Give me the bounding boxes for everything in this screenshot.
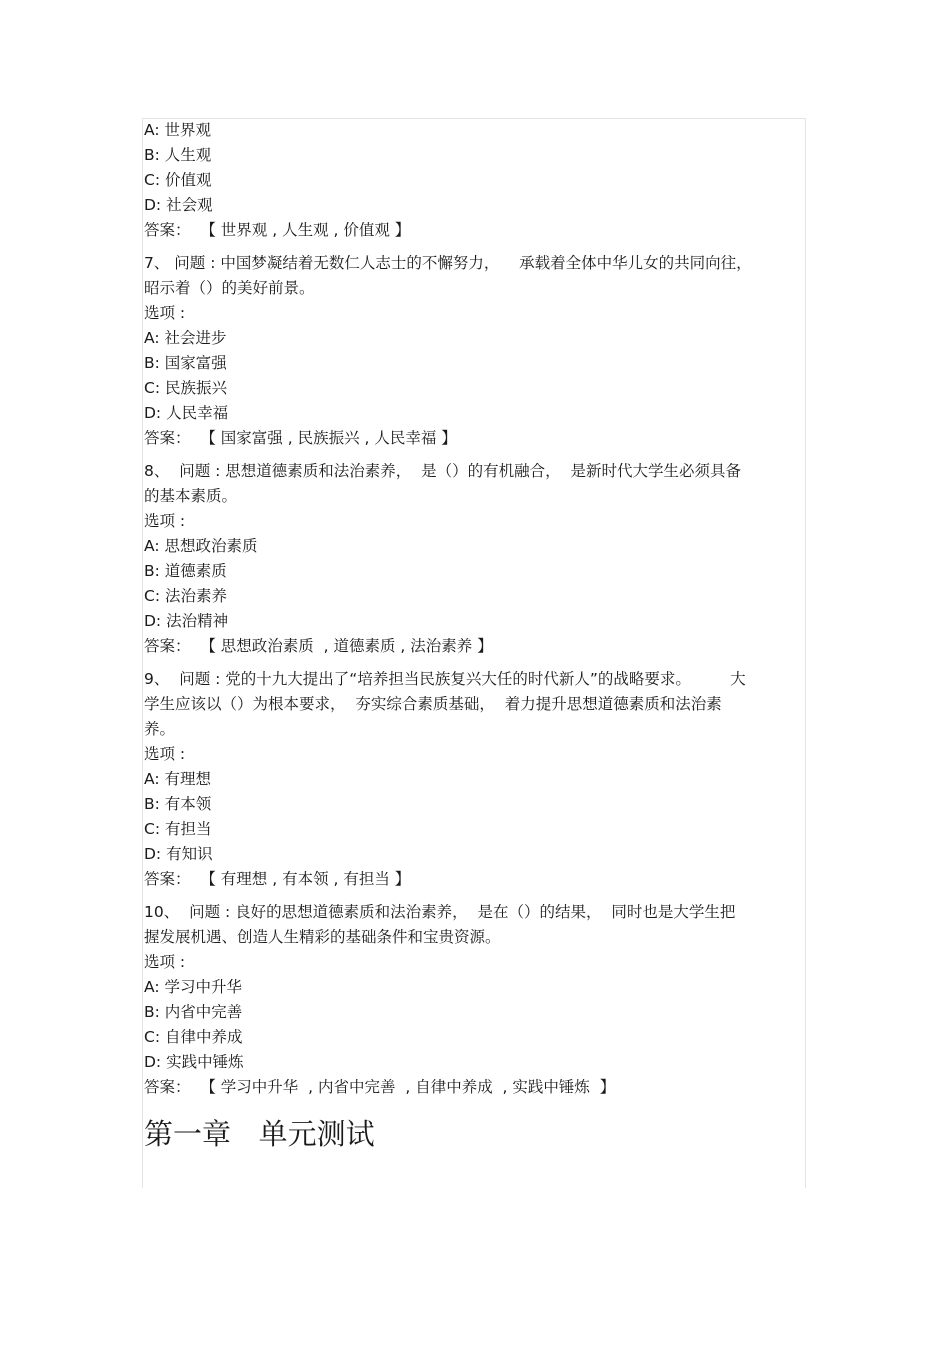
option-d: D: 有知识 (144, 845, 213, 863)
answer: 答案： 【 有理想 , 有本领 , 有担当 】 (144, 870, 411, 888)
option-d: D: 社会观 (144, 196, 213, 214)
option-c: C: 自律中养成 (144, 1028, 243, 1046)
option-a: A: 社会进步 (144, 329, 227, 347)
question-9 (144, 667, 804, 892)
option-d: D: 人民幸福 (144, 404, 229, 422)
option-b: B: 人生观 (144, 146, 212, 164)
option-a: A: 有理想 (144, 770, 211, 788)
options-label: 选项 : (144, 512, 186, 530)
question-text-line: 7、 问题 : 中国梦凝结着无数仁人志士的不懈努力， 承载着全体中华儿女的共同向往， (144, 254, 752, 272)
question-text-line: 8、 问题 : 思想道德素质和法治素养， 是（）的有机融合， 是新时代大学生必须具备 (144, 462, 742, 480)
option-a: A: 思想政治素质 (144, 537, 258, 555)
option-d: D: 实践中锤炼 (144, 1053, 244, 1071)
option-c: C: 价值观 (144, 171, 212, 189)
options-label: 选项 : (144, 304, 186, 322)
question-text-line: 10、 问题 : 良好的思想道德素质和法治素养， 是在（）的结果， 同时也是大学生把 (144, 903, 736, 921)
option-b: B: 内省中完善 (144, 1003, 243, 1021)
option-c: C: 有担当 (144, 820, 212, 838)
question-text-line: 的基本素质。 (144, 487, 238, 505)
answer: 答案： 【 国家富强 , 民族振兴 , 人民幸福 】 (144, 429, 457, 447)
options-label: 选项 : (144, 745, 186, 763)
answer: 答案： 【 世界观 , 人生观 , 价值观 】 (144, 221, 411, 239)
question-8 (144, 459, 804, 659)
option-c: C: 法治素养 (144, 587, 227, 605)
options-label: 选项 : (144, 953, 186, 971)
answer: 答案： 【 思想政治素质 , 道德素质 , 法治素养 】 (144, 637, 493, 655)
question-text-line: 养。 (144, 720, 176, 738)
question-text-line: 9、 问题 : 党的十九大提出了“培养担当民族复兴大任的时代新人”的战略要求。 大 (144, 670, 746, 688)
document-content (144, 118, 804, 1154)
option-b: B: 有本领 (144, 795, 212, 813)
question-text-line: 昭示着（）的美好前景。 (144, 279, 315, 297)
question-text-line: 握发展机遇、创造人生精彩的基础条件和宝贵资源。 (144, 928, 501, 946)
question-7 (144, 251, 804, 451)
question-10 (144, 900, 804, 1100)
option-d: D: 法治精神 (144, 612, 229, 630)
option-a: A: 世界观 (144, 121, 211, 139)
option-b: B: 国家富强 (144, 354, 227, 372)
question-text-line: 学生应该以（）为根本要求， 夯实综合素质基础， 着力提升思想道德素质和法治素 (144, 695, 722, 713)
answer: 答案： 【 学习中升华 , 内省中完善 , 自律中养成 , 实践中锤炼 】 (144, 1078, 616, 1096)
option-a: A: 学习中升华 (144, 978, 242, 996)
option-c: C: 民族振兴 (144, 379, 227, 397)
chapter-heading: 第一章 单元测试 (144, 1117, 375, 1151)
option-b: B: 道德素质 (144, 562, 227, 580)
previous-question-tail (144, 118, 804, 243)
